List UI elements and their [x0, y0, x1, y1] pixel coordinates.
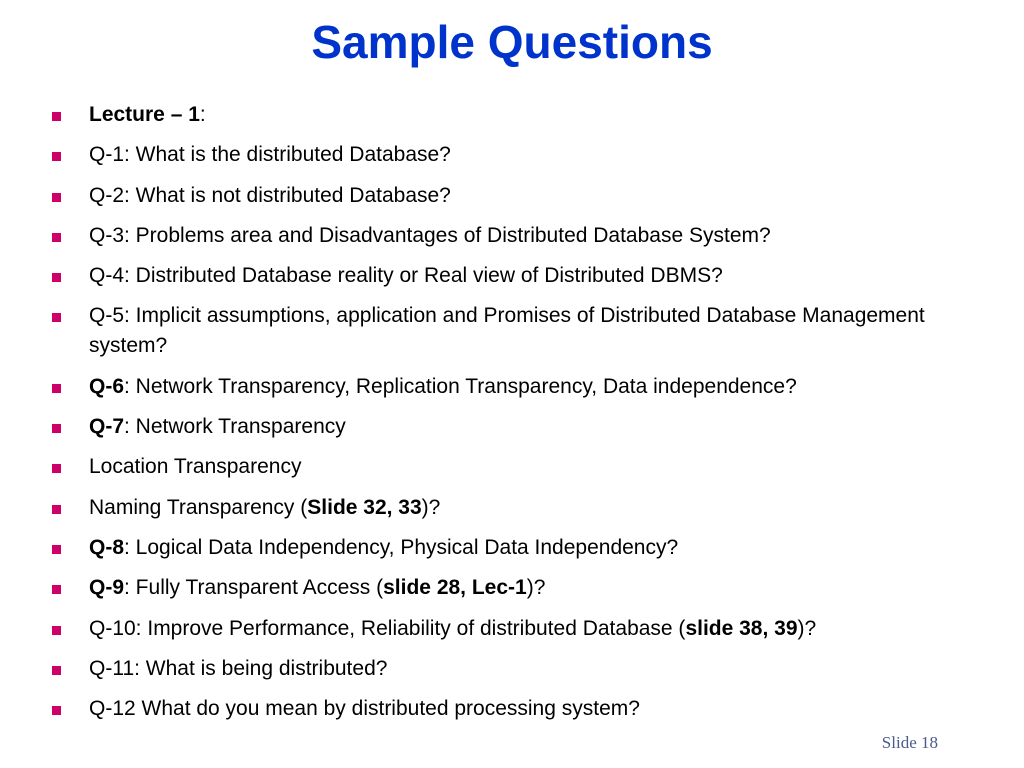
bullet-text: :	[199, 103, 206, 126]
bullet-text-bold: Slide 32, 33	[307, 495, 422, 519]
bullet-item	[52, 372, 972, 402]
square-bullet-icon	[52, 464, 61, 473]
bullet-text: : Fully Transparent Access (	[124, 576, 384, 600]
bullet-item	[52, 614, 972, 644]
bullet-text-bold: slide 38, 39	[685, 616, 798, 640]
bullet-text: : Logical Data Independency, Physical Data Independency?	[124, 535, 679, 559]
square-bullet-icon	[52, 505, 61, 514]
square-bullet-icon	[52, 585, 61, 594]
bullet-item	[52, 412, 972, 442]
square-bullet-icon	[52, 112, 61, 121]
square-bullet-icon	[52, 545, 61, 554]
bullet-item	[52, 452, 972, 482]
bullet-item	[52, 573, 972, 603]
bullet-item	[52, 533, 972, 563]
square-bullet-icon	[52, 313, 61, 322]
bullet-item	[52, 221, 972, 251]
bullet-text: Q-11: What is being distributed?	[89, 656, 388, 680]
bullet-text: Q-3: Problems area and Disadvantages of Distributed Database System?	[89, 223, 771, 247]
square-bullet-icon	[52, 384, 61, 393]
bullet-item	[52, 181, 972, 211]
bullet-text: Q-1: What is the distributed Database?	[89, 143, 451, 167]
bullet-item	[52, 694, 972, 724]
bullet-text-bold: Q-6	[89, 374, 125, 398]
slide-number: Slide 18	[881, 733, 938, 752]
bullet-text: Q-5: Implicit assumptions, application and Promises of Distributed Database Management system?	[89, 304, 925, 358]
square-bullet-icon	[52, 233, 61, 242]
square-bullet-icon	[52, 273, 61, 282]
bullet-text: )?	[526, 576, 546, 600]
bullet-text-bold: Q-9	[89, 576, 125, 600]
slide-title: Sample Questions	[311, 16, 713, 68]
bullet-text-bold: Lecture – 1	[89, 103, 200, 126]
square-bullet-icon	[52, 706, 61, 715]
bullet-text: Naming Transparency (	[89, 495, 308, 519]
square-bullet-icon	[52, 193, 61, 202]
bullet-item	[52, 301, 972, 361]
bullet-text: Q-12 What do you mean by distributed processing system?	[89, 697, 640, 721]
square-bullet-icon	[52, 626, 61, 635]
bullet-item	[52, 654, 972, 684]
bullet-text: : Network Transparency, Replication Transparency, Data independence?	[124, 374, 797, 398]
bullet-item	[52, 493, 972, 523]
bullet-text: : Network Transparency	[124, 415, 346, 439]
bullet-item	[52, 261, 972, 291]
bullet-text-bold: slide 28, Lec-1	[383, 576, 527, 600]
bullet-text: )?	[421, 495, 441, 519]
bullet-text-bold: Q-7	[89, 415, 125, 439]
bullet-text: Q-4: Distributed Database reality or Real view of Distributed DBMS?	[89, 264, 723, 288]
bullet-text: Q-2: What is not distributed Database?	[89, 183, 451, 207]
bullet-list	[52, 100, 972, 734]
square-bullet-icon	[52, 666, 61, 675]
square-bullet-icon	[52, 424, 61, 433]
bullet-text: )?	[797, 616, 817, 640]
bullet-text: Q-10: Improve Performance, Reliability of distributed Database (	[89, 616, 686, 640]
bullet-text: Location Transparency	[89, 455, 302, 479]
square-bullet-icon	[52, 152, 61, 161]
bullet-text-bold: Q-8	[89, 535, 125, 559]
bullet-item	[52, 140, 972, 170]
bullet-item	[52, 100, 972, 130]
